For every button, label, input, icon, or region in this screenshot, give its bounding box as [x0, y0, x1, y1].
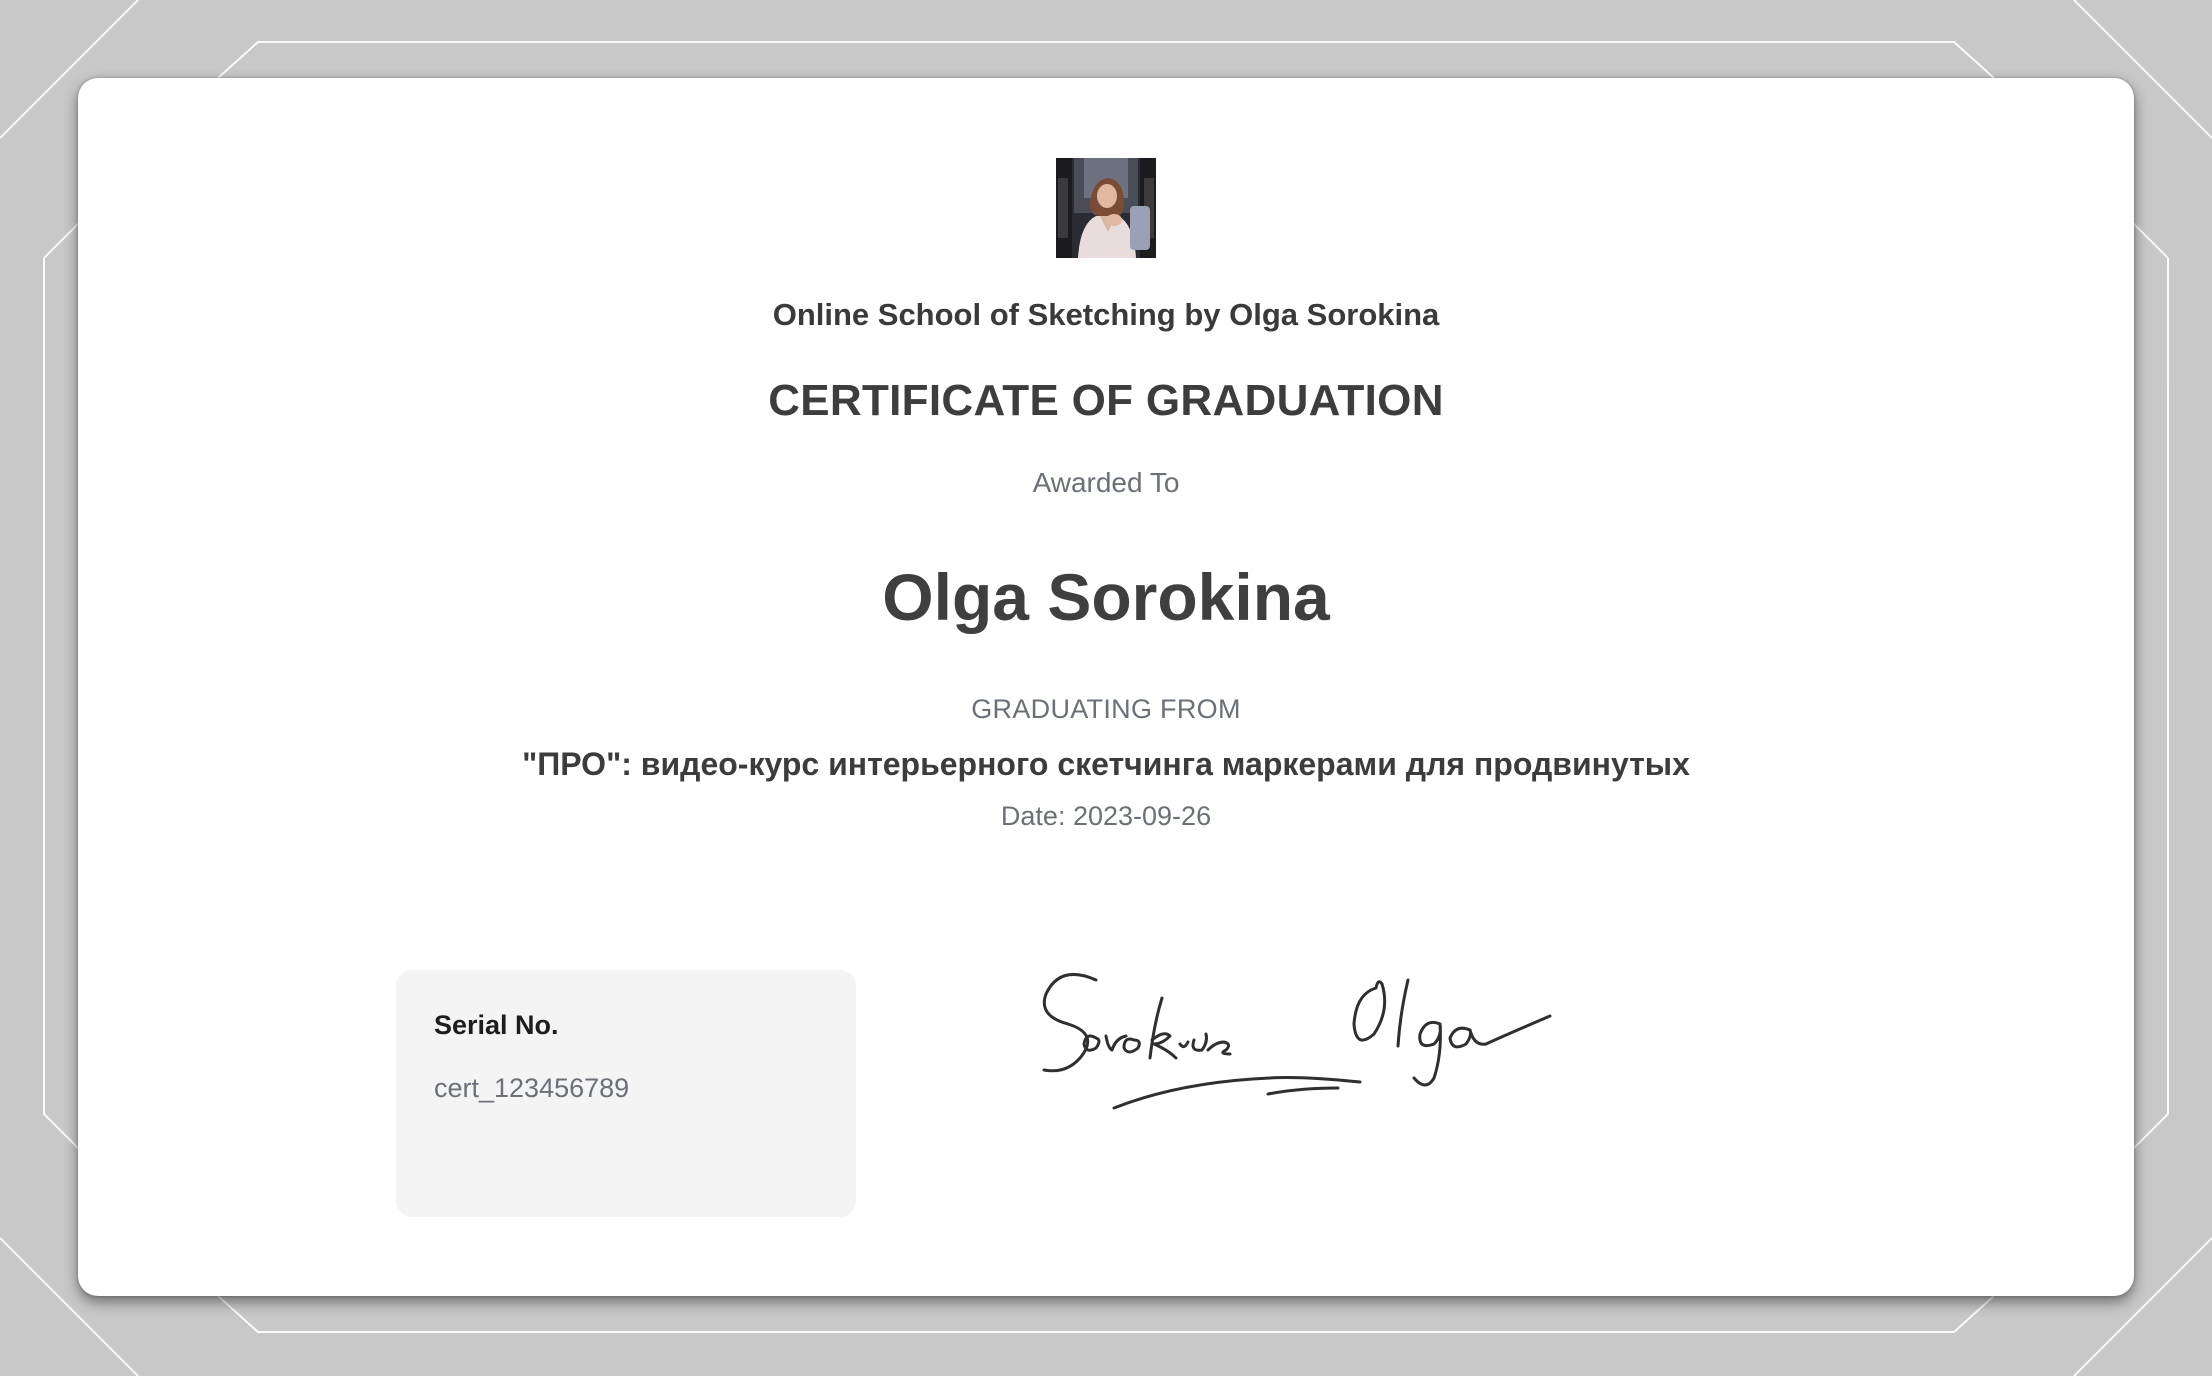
certificate-title: CERTIFICATE OF GRADUATION: [768, 376, 1444, 425]
portrait-photo: [1056, 158, 1156, 258]
handwritten-signature: [1030, 954, 1630, 1134]
course-name: "ПРО": видео-курс интерьерного скетчинга маркерами для продвинутых: [522, 746, 1690, 782]
date-value: 2023-09-26: [1072, 801, 1212, 831]
serial-number-label: Serial No.: [434, 1010, 559, 1040]
date-label: Date:: [1000, 801, 1066, 831]
awarded-to-label: Awarded To: [1032, 467, 1180, 498]
serial-number-value: cert_123456789: [434, 1073, 630, 1103]
graduating-from-label: GRADUATING FROM: [971, 694, 1241, 724]
graduation-date: [78, 801, 2134, 832]
serial-number-box: [396, 970, 856, 1217]
certificate-card: [78, 78, 2134, 1296]
recipient-name: Olga Sorokina: [882, 560, 1330, 634]
school-name: Online School of Sketching by Olga Sorokina: [772, 297, 1440, 332]
